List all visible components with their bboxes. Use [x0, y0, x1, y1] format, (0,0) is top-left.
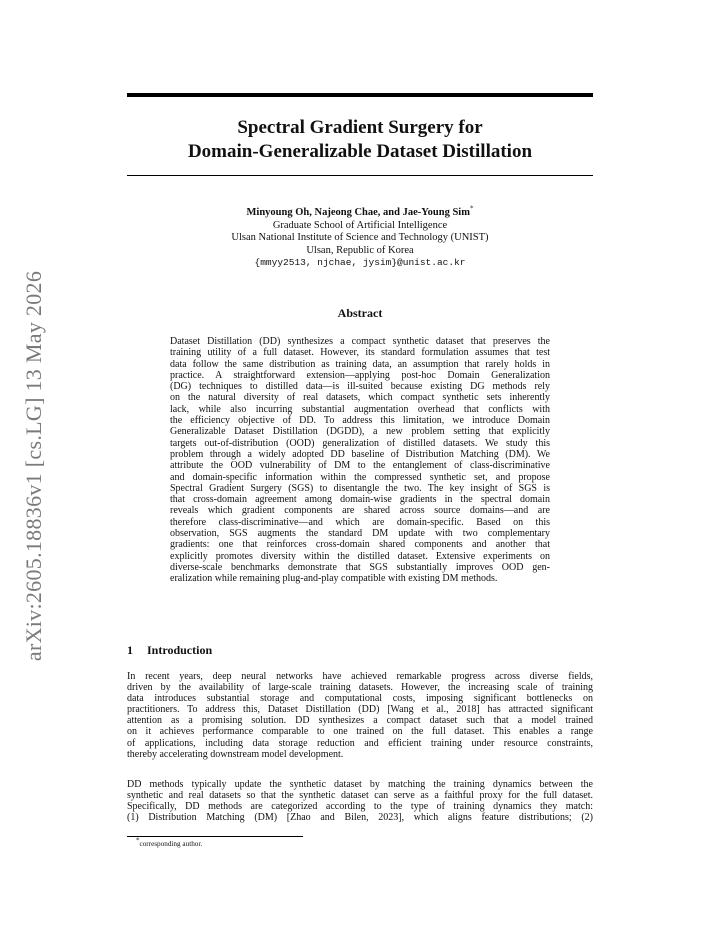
- affiliation-line: Ulsan, Republic of Korea: [306, 244, 414, 256]
- abstract-line: therefore class-discriminative—and which are domain-specific. Based on this: [170, 516, 550, 528]
- abstract-line: the efficiency objective of DD. To address this limitation, we introduce Domain: [170, 415, 550, 427]
- paragraph-line: In recent years, deep neural networks have achieved remarkable progress across diverse fields,: [127, 671, 593, 682]
- footnote: [136, 836, 203, 849]
- abstract-line: practice. A straightforward extension—applying post-hoc Domain Generalization: [170, 369, 550, 381]
- abstract-line: on the natural diversity of real datasets, which compact synthetic sets inherently: [170, 392, 550, 404]
- arxiv-identifier: arXiv:2605.18836v1 [cs.LG] 13 May 2026: [21, 270, 46, 662]
- abstract-line: Dataset Distillation (DD) synthesizes a compact synthetic dataset that preserves the: [170, 336, 550, 347]
- section-heading: [127, 643, 593, 657]
- intro-paragraph-2: [127, 779, 593, 823]
- paragraph-line: of applications, including data storage reduction and efficient training under resource constraints,: [127, 737, 593, 749]
- abstract-line: lack, while also incurring substantial augmentation overhead that conflicts with: [170, 403, 550, 415]
- title-top-rule: [127, 93, 593, 97]
- footnote-text: corresponding author.: [139, 840, 203, 848]
- paragraph-line: data introduces substantial storage and computational costs, imposing significant bottlenecks on: [127, 693, 593, 705]
- footnote-rule: [127, 836, 303, 837]
- abstract-line: (DG) techniques to distilled data—is ill-suited because existing DG methods rely: [170, 381, 550, 393]
- abstract-line: explicitly promotes diversity within the distilled dataset. Extensive experiments on: [170, 550, 550, 562]
- author-block: [127, 204, 593, 270]
- paragraph-line: driven by the availability of large-scale training datasets. However, the increasing scale of training: [127, 682, 593, 694]
- abstract-line: data follow the same distribution as training data, an assumption that rarely holds in: [170, 358, 550, 370]
- abstract-line: diverse-scale benchmarks demonstrate that SGS substantially improves OOD gen-: [170, 561, 550, 573]
- paragraph-line: practitioners. To address this, Dataset Distillation (DD) [Wang et al., 2018] has attracted significant: [127, 704, 593, 716]
- footnote-mark: *: [136, 836, 140, 845]
- affiliation-line: Ulsan National Institute of Science and Technology (UNIST): [231, 232, 489, 244]
- abstract-line: observation, SGS augments the standard DM update with two complementary: [170, 528, 550, 540]
- abstract-line: that cross-domain agreement among domain-wise gradients in the spectral domain: [170, 494, 550, 506]
- title-bottom-rule: [127, 175, 593, 176]
- abstract-line: Spectral Gradient Surgery (SGS) to disentangle the two. The key insight of SGS is: [170, 482, 550, 494]
- title-line-1: Spectral Gradient Surgery for: [237, 117, 483, 138]
- abstract-heading: Abstract: [337, 306, 383, 320]
- paragraph-line: thereby accelerating downstream model development.: [127, 748, 344, 760]
- abstract-line: problem through a widely adopted DD baseline of Distribution Matching (DM). We: [170, 448, 550, 460]
- author-names-line: [127, 204, 593, 220]
- author-names: Minyoung Oh, Najeong Chae, and Jae-Young Sim: [246, 207, 470, 218]
- abstract-line: attribute the OOD vulnerability of DM to the entanglement of class-discriminative: [170, 460, 550, 472]
- author-emails: {mmyy2513, njchae, jysim}@unist.ac.kr: [254, 257, 466, 269]
- abstract-line: training utility of a full dataset. However, its standard formulation assumes that test: [170, 347, 550, 359]
- title-line-2: Domain-Generalizable Dataset Distillation: [187, 141, 533, 162]
- affiliation-line: Graduate School of Artificial Intelligence: [272, 219, 448, 231]
- paragraph-line: (1) Distribution Matching (DM) [Zhao and Bilen, 2023], which aligns feature distributions; (2): [127, 812, 593, 824]
- section-number: 1: [127, 643, 133, 657]
- paper-title: [127, 116, 593, 164]
- paragraph-line: Specifically, DD methods are categorized according to the type of training dynamics they match:: [127, 801, 593, 813]
- paragraph-line: on it achieves performance comparable to one trained on the full dataset. This enables a range: [127, 726, 593, 738]
- intro-paragraph-1: [127, 671, 593, 760]
- paragraph-line: attention as a promising solution. DD synthesizes a compact dataset such that a model trained: [127, 715, 593, 727]
- paragraph-line: synthetic and real datasets so that the synthetic dataset can serve as a faithful proxy for the full dataset.: [127, 790, 593, 802]
- abstract-line: Generalizable Dataset Distillation (DGDD), a new problem setting that explicitly: [170, 426, 550, 438]
- abstract-line: targets out-of-distribution (OOD) generalization of distilled datasets. We study this: [170, 437, 550, 449]
- abstract-line: and domain-specific information within the compressed synthetic set, and propose: [170, 471, 550, 483]
- section-title: Introduction: [147, 643, 213, 657]
- abstract-body: [170, 336, 550, 585]
- paragraph-line: DD methods typically update the synthetic dataset by matching the training dynamics between the: [127, 779, 593, 790]
- abstract-line: eralization while remaining plug-and-play compatible with existing DM methods.: [170, 573, 498, 585]
- abstract-line: reveals which gradient components are shared across source domains—and are: [170, 505, 550, 517]
- corresponding-mark: *: [469, 204, 474, 213]
- abstract-line: gradients: one that reinforces cross-domain shared components and another that: [170, 539, 550, 551]
